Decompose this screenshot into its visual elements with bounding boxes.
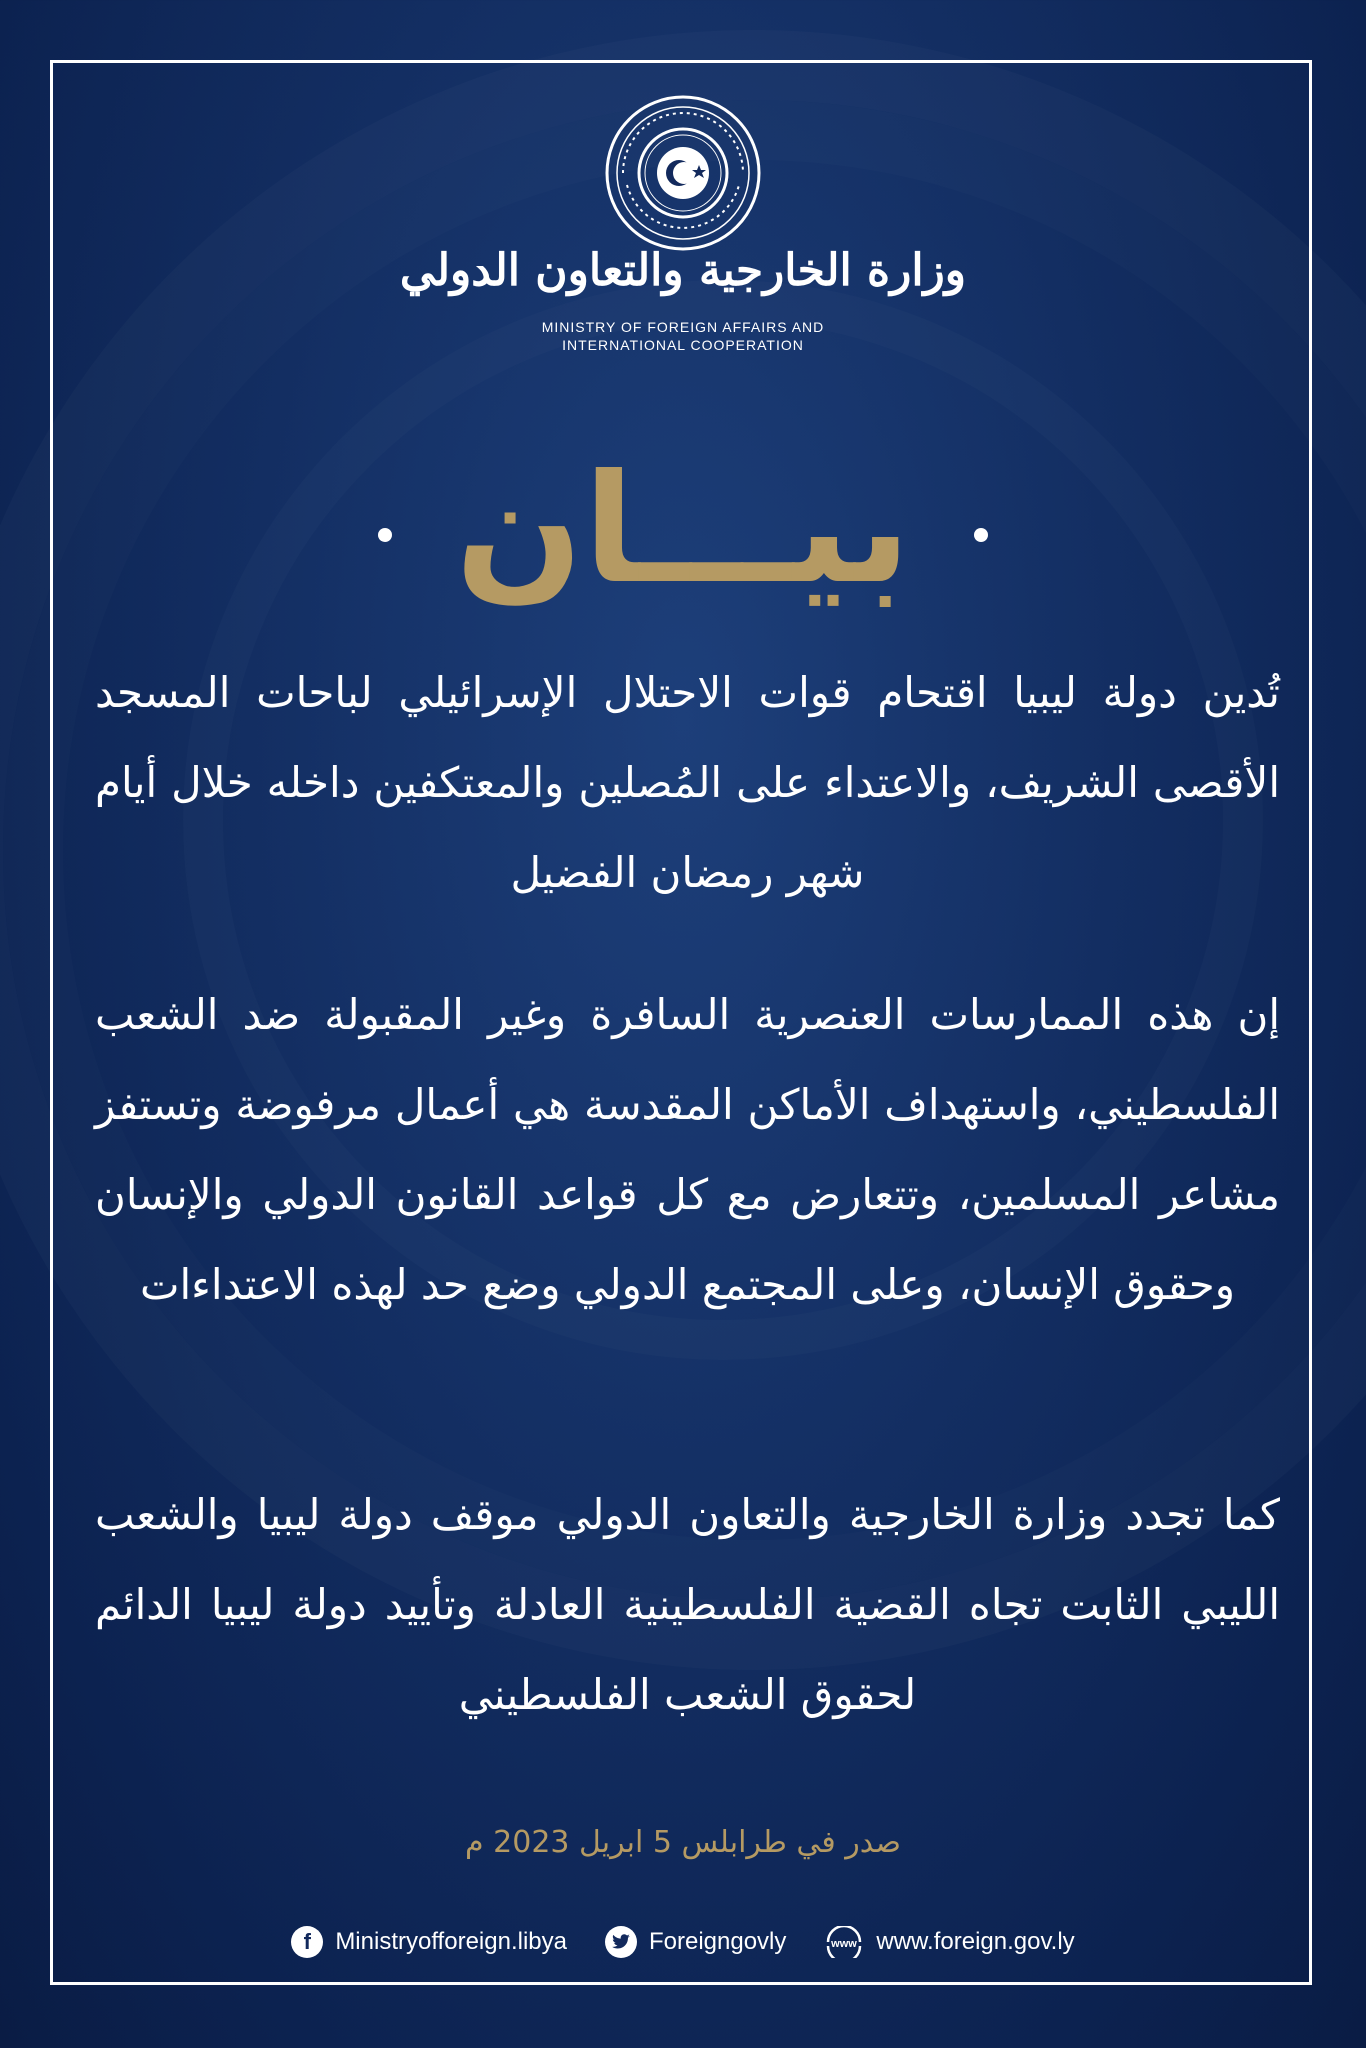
paragraph-2: إن هذه الممارسات العنصرية السافرة وغير المقبولة ضد الشعب الفلسطيني، واستهداف الأماكن المقدسة هي أعمال مرفوضة وتستفز مشاعر المسلمين، وتتعارض مع كل قواعد القانون الدولي والإنسان وحقوق الإنسان، وعلى المجتمع الدولي وضع حد لهذه الاعتداءات [95,990,1280,1309]
heading-dot-right [974,528,988,542]
ministry-emblem-logo [603,93,763,253]
facebook-icon: f [291,1926,323,1958]
website-link[interactable] [824,1926,1074,1958]
statement-heading [383,440,983,620]
heading-text: بيـــان [455,443,911,617]
facebook-link[interactable] [291,1926,567,1958]
ministry-arabic-name: وزارة الخارجية والتعاون الدولي [399,245,967,296]
website-url: www.foreign.gov.ly [876,1928,1075,1955]
twitter-icon [605,1926,637,1958]
paragraph-1: تُدين دولة ليبيا اقتحام قوات الاحتلال الإسرائيلي لباحات المسجد الأقصى الشريف، والاعتداء على المُصلين والمعتكفين داخله خلال أيام شهر رمضان الفضيل [95,668,1280,897]
paragraph-3: كما تجدد وزارة الخارجية والتعاون الدولي موقف دولة ليبيا والشعب الليبي الثابت تجاه القضية الفلسطينية العادلة وتأييد دولة ليبيا الدائم لحقوق الشعب الفلسطيني [95,1490,1280,1719]
ministry-english-name: MINISTRY OF FOREIGN AFFAIRS AND INTERNATIONAL COOPERATION [541,319,825,353]
issue-date: صدر في طرابلس 5 ابريل 2023 م [465,1825,901,1860]
www-badge: www [831,1938,858,1950]
twitter-link[interactable] [605,1926,786,1958]
twitter-handle: Foreigngovly [648,1928,787,1955]
footer-contacts [233,1922,1133,1962]
globe-www-icon [824,1926,864,1958]
facebook-handle: Ministryofforeign.libya [335,1928,567,1955]
